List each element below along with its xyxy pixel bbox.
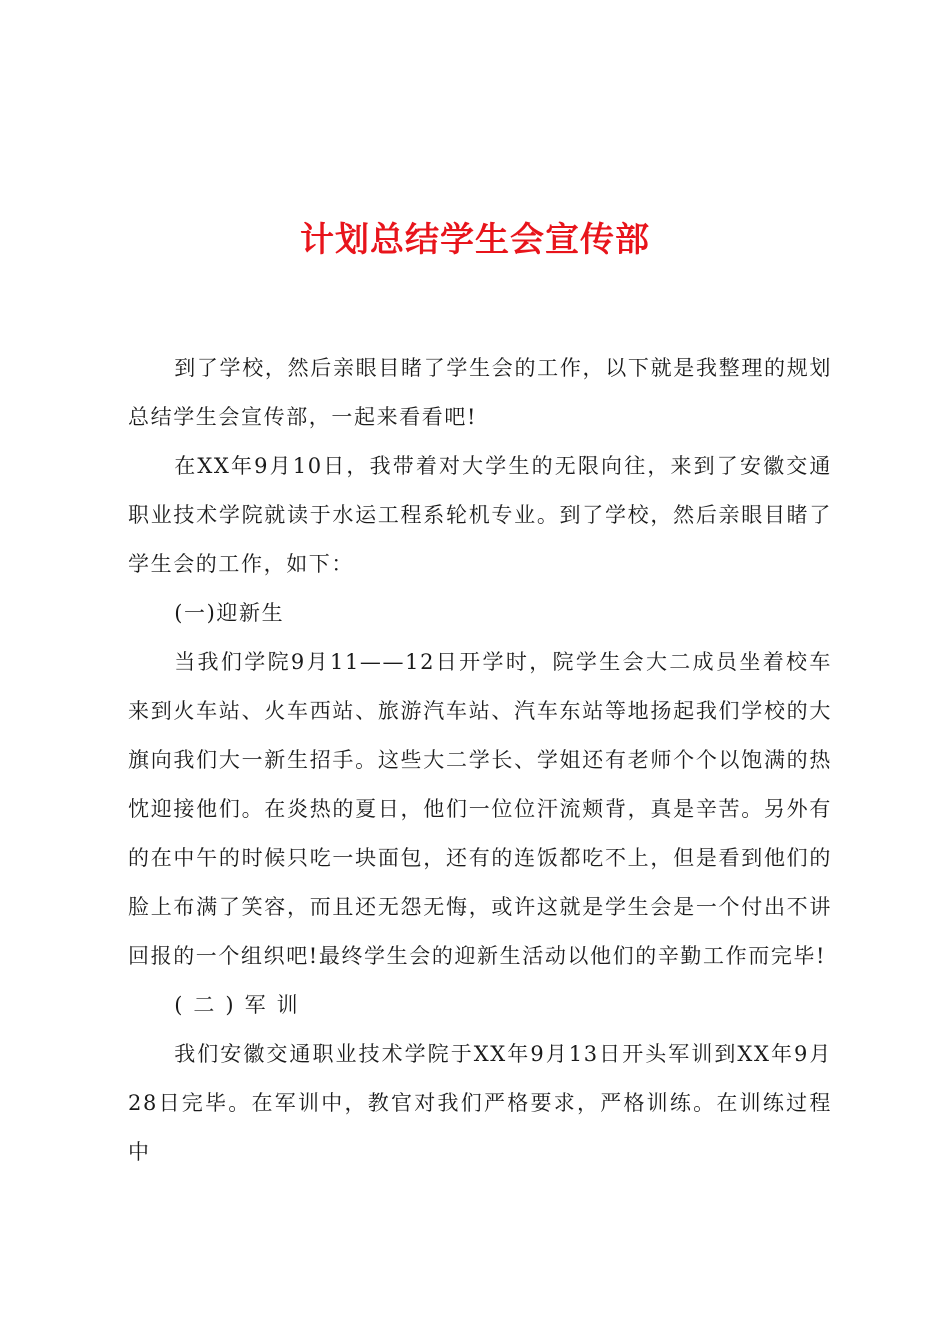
- paragraph-welcome: 当我们学院9月11——12日开学时，院学生会大二成员坐着校车来到火车站、火车西站、旅游汽车站、汽车东站等地扬起我们学校的大旗向我们大一新生招手。这些大二学长、学姐还有老师个个以饱满的热忱迎接他们。在炎热的夏日，他们一位位汗流颊背，真是辛苦。另外有的在中午的时候只吃一块面包，还有的连饭都吃不上，但是看到他们的脸上布满了笑容，而且还无怨无悔，或许这就是学生会是一个付出不讲回报的一个组织吧!最终学生会的迎新生活动以他们的辛勤工作而完毕!: [128, 650, 832, 968]
- paragraph-intro: 到了学校，然后亲眼目睹了学生会的工作，以下就是我整理的规划总结学生会宣传部，一起来看看吧!: [128, 356, 832, 429]
- document-title: 计划总结学生会宣传部: [300, 220, 650, 260]
- document-body: [128, 344, 832, 1177]
- section-heading-welcome: (一)迎新生: [174, 601, 285, 625]
- paragraph-military-training: 我们安徽交通职业技术学院于XX年9月13日开头军训到XX年9月28日完毕。在军训中，教官对我们严格要求，严格训练。在训练过程中: [128, 1042, 832, 1164]
- paragraph-arrival: 在XX年9月10日，我带着对大学生的无限向往，来到了安徽交通职业技术学院就读于水运工程系轮机专业。到了学校，然后亲眼目睹了学生会的工作，如下：: [128, 454, 832, 576]
- section-heading-military-training: (二)军训: [174, 993, 309, 1017]
